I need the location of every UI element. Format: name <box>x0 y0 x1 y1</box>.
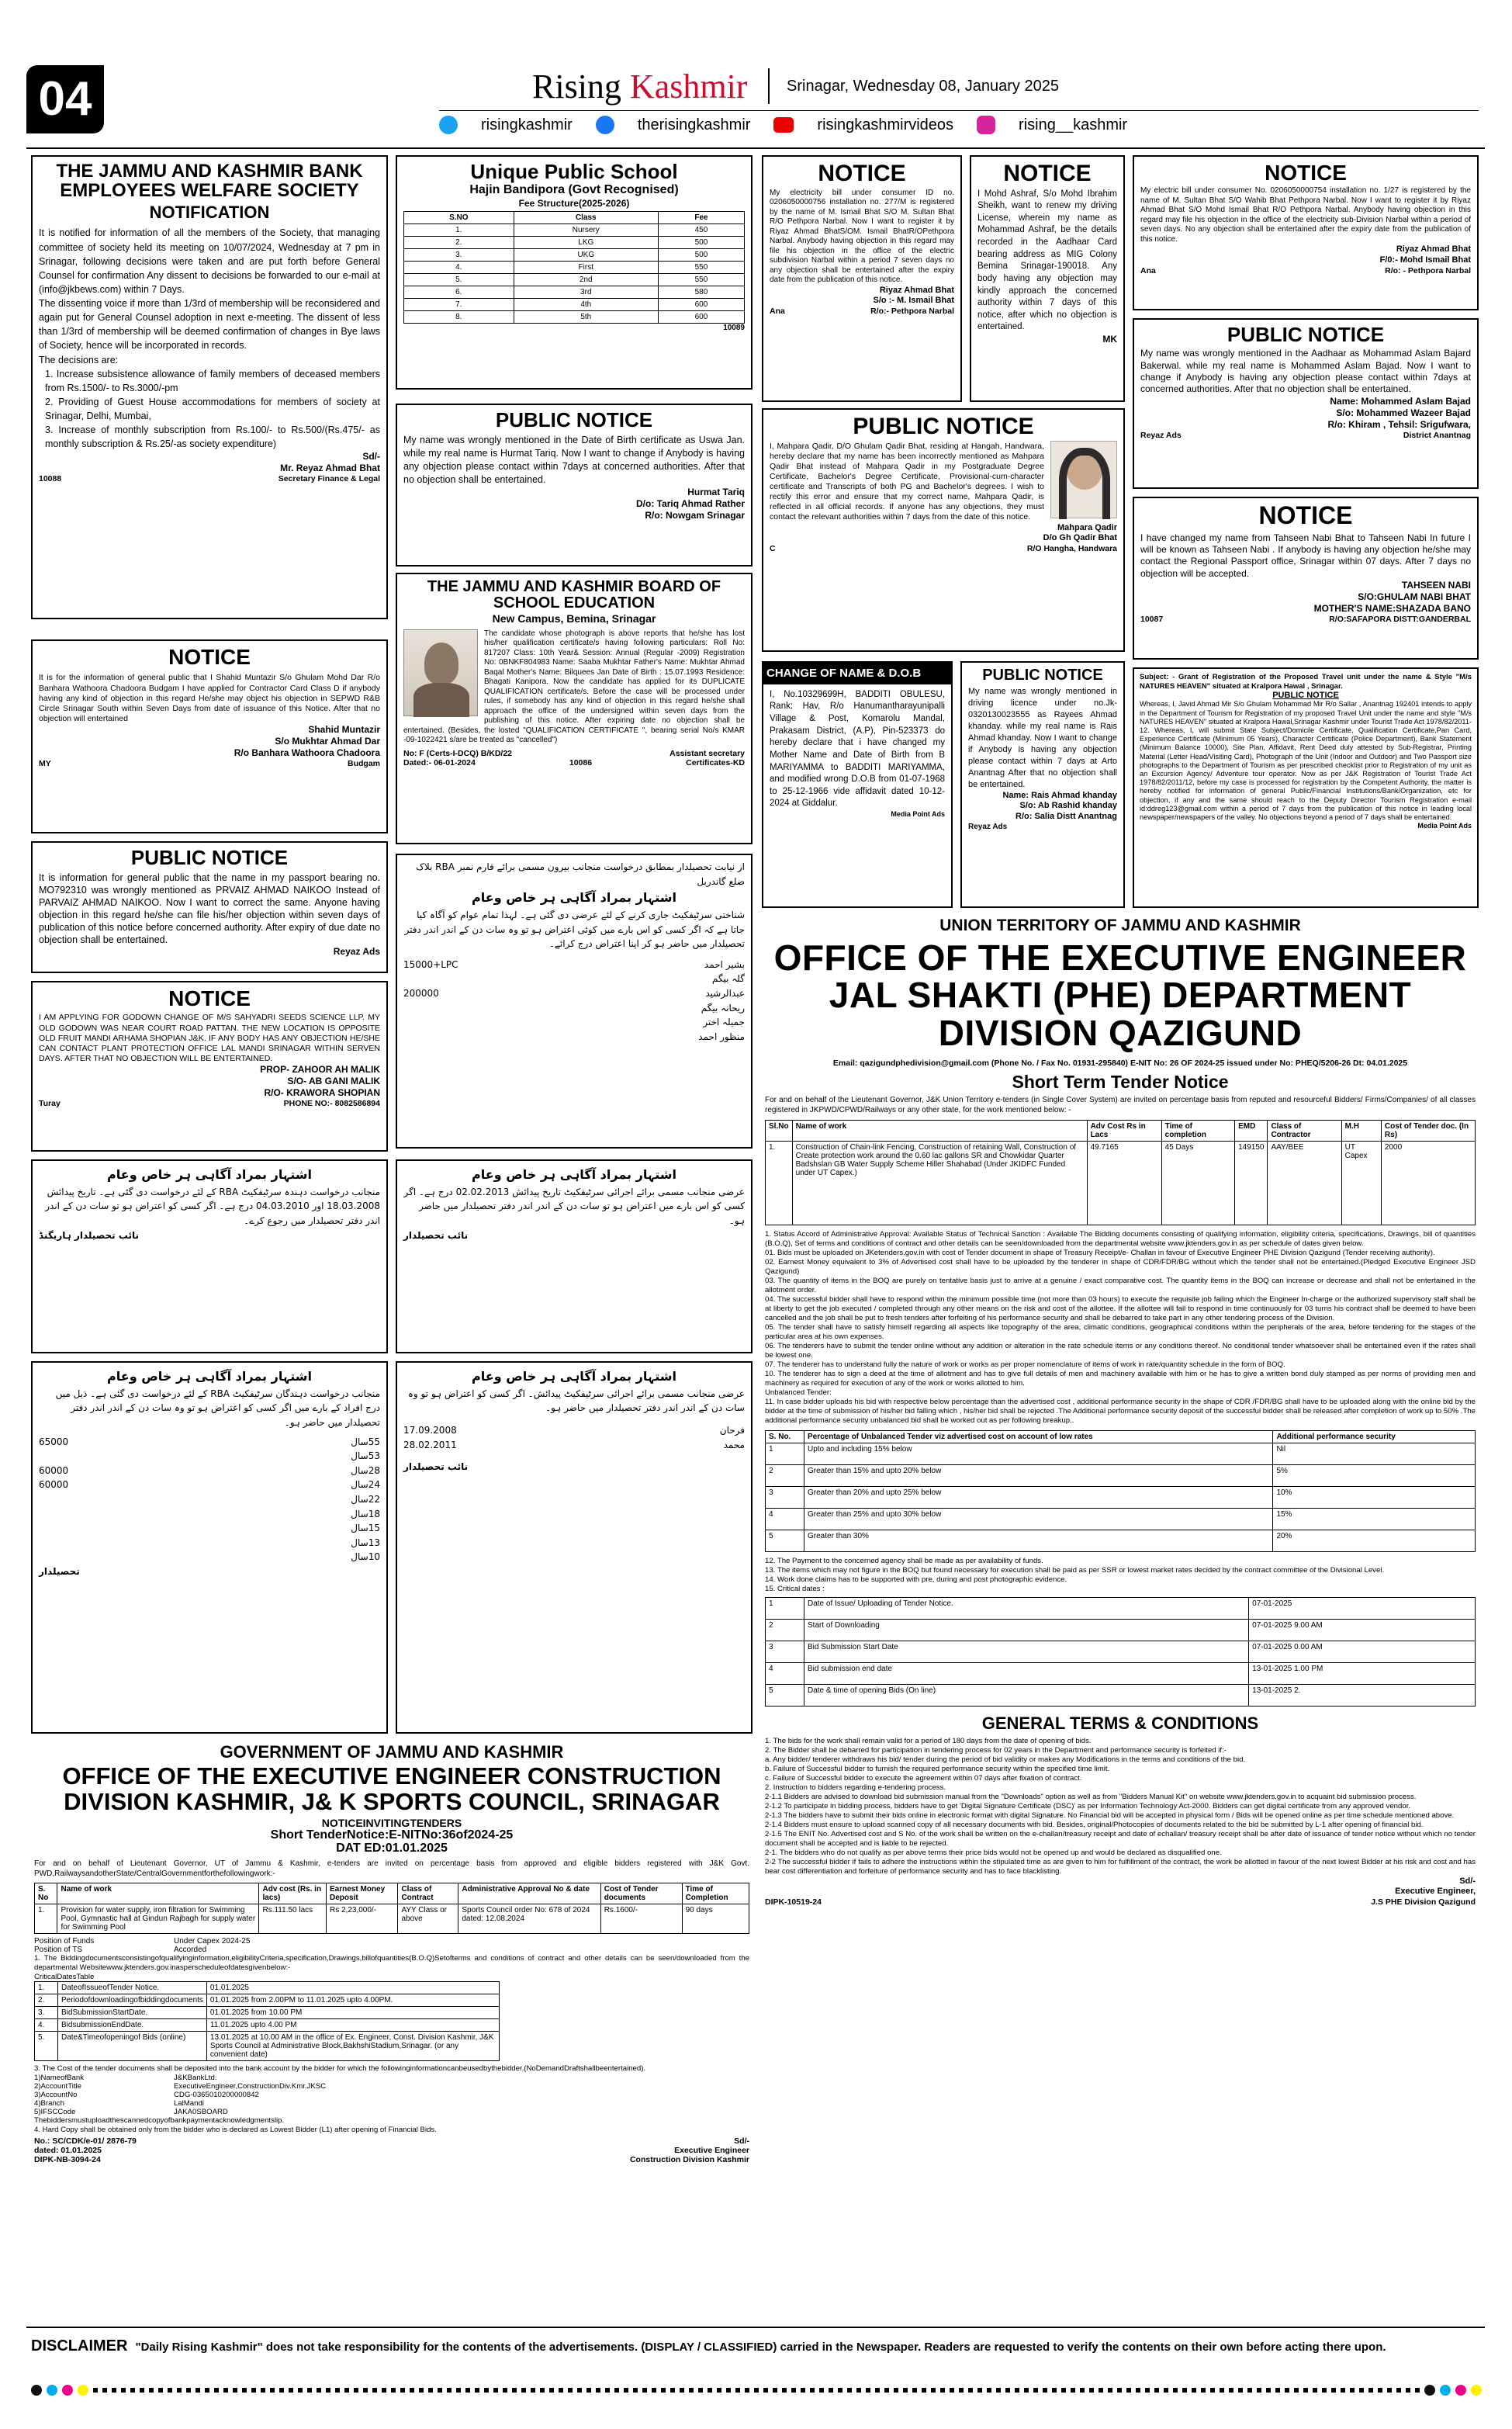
social-instagram[interactable]: rising__kashmir <box>1019 116 1128 133</box>
instagram-icon <box>977 116 995 134</box>
cd-tn: Short TenderNotice:E-NITNo:36of2024-25 <box>270 1828 514 1842</box>
cd-pos1: Position of Funds <box>34 1937 95 1946</box>
urdu-notice-2 <box>31 1159 388 1353</box>
disclaimer <box>31 2337 1482 2355</box>
js-terms2: 12. The Payment to the concerned agency shall be made as per availability of funds. 13. The items which may not figure in the BOQ but found necessary for execution shall be paid as per SSR or lowest market rates decided by the contract committee of the Divisional Level. 14. Work done claims has to be supported with pre, during and post photographic evidence. 15. Critical dates : <box>765 1556 1385 1593</box>
rais-tag: Reyaz Ads <box>968 822 1008 831</box>
ashraf-notice <box>970 155 1125 402</box>
rais-title: PUBLIC NOTICE <box>982 667 1103 684</box>
js-dipk: DIPK-10519-24 <box>765 1897 822 1908</box>
jkbank-item: 1. Increase subsistence allowance of family members of deceased members from Rs.1500/- to Rs.3000/-pm <box>45 368 380 393</box>
godown-prop: PROP- ZAHOOR AH MALIK <box>260 1064 380 1076</box>
table-row: 6. 3rd 580 <box>404 286 745 298</box>
dob-tag: Media Point Ads <box>891 810 945 818</box>
tahseen-ref: 10087 <box>1140 615 1164 625</box>
riyaz2-tag: Ana <box>1140 265 1156 275</box>
urdu2-heading: اشتہار بمراد آگاہی ہر خاص وعام <box>107 1167 312 1182</box>
jkbank-subtitle: NOTIFICATION <box>149 203 270 223</box>
riyaz2-fo: F/0:- Mohd Ismail Bhat <box>1379 255 1471 265</box>
urdu2-sign: نائب تحصیلدار ہاریگنڈ <box>39 1229 140 1241</box>
riyaz1-title: NOTICE <box>818 161 906 186</box>
cd-bank-details: 1)NameofBank J&KBankLtd. 2)AccountTitle ExecutiveEngineer,ConstructionDiv.Kmr.JKSC 3)AccountNo CDG-0365010200000842 4)Branch LalMandi 5)IFSCCode JAKA0SBOARD <box>34 2074 327 2117</box>
board-notice <box>396 573 753 844</box>
tahseen-notice <box>1133 497 1479 660</box>
shahid-place: Budgam <box>348 759 380 769</box>
aslam-ro: R/o: Khiram , Tehsil: Srigufwara, <box>1327 418 1471 430</box>
jkbank-item: 3. Increase of monthly subscription from Rs.100/- to Rs.500/(Rs.475/- as monthly subscription & Rs.25/-as society expenditure) <box>45 424 380 450</box>
cd-note3: 3. The Cost of the tender documents shall be deposited into the bank account by the bidder for which the followinginformationcanbeusedbythebidder.(NoDemandDraftshallbeentertained). <box>34 2064 646 2074</box>
riyaz1-tag: Ana <box>770 307 785 316</box>
cd-dates-table <box>34 1981 500 2061</box>
js-gtc-title: GENERAL TERMS & CONDITIONS <box>981 1713 1259 1733</box>
mahpara-do: D/o Gh Qadir Bhat <box>1043 533 1117 543</box>
jkbank-sd: Sd/- <box>362 451 380 463</box>
cd-pos1v: Under Capex 2024-25 <box>174 1937 251 1946</box>
board-title: THE JAMMU AND KASHMIR BOARD OF SCHOOL EDUCATION <box>427 578 721 612</box>
fee-table: S.NO Class Fee 1. Nursery 450 2. LKG 500 3. UKG 500 4. First 550 5. 2nd 550 6. 3rd 580 7. 4th 600 8. 5th 600 <box>403 211 745 324</box>
aslam-body: My name was wrongly mentioned in the Aadhaar as Mohammad Aslam Bajard Bakerwal. while my real name is Mohammed Aslam Bajad. Now I want to change if Anybody is having any objection please contact within 7days at concerned authorities. After that no objection shall be entertained. <box>1140 348 1471 395</box>
shahid-ro: R/o Banhara Wathoora Chadoora <box>234 747 380 759</box>
hurmat-do: D/o: Tariq Ahmad Rather <box>635 497 745 509</box>
ashraf-title: NOTICE <box>1003 161 1092 186</box>
social-twitter[interactable]: risingkashmir <box>481 116 573 133</box>
cd-work-table: S. No Name of work Adv cost (Rs. in lacs) Earnest Money Deposit Class of Contract Administrative Approval No & date Cost of Tender documents Time of Completion 1. Provision for water supply, iron filtration for Swimming Pool, Gymnastic hall at Gindun Rajbagh for supply water for Swimming Pool Rs.111.50 lacs Rs 2,23,000/- AYY Class or above Sports Council order No: 678 of 2024 dated: 12.08.2024 Rs.1600/- 90 days <box>34 1883 749 1934</box>
travel-tag: Media Point Ads <box>1417 822 1472 830</box>
cd-sign2: Construction Division Kashmir <box>629 2155 749 2165</box>
jkbank-p2: The dissenting voice if more than 1/3rd of membership will be reconsidered and again put for General Counsel adoption in next e-meeting. The dissent of less than 1/3rd of membership will be deemed confirmation of changes in Bye laws of Society, hence will be incorporated in records. <box>39 298 380 352</box>
aslam-tag: Reyaz Ads <box>1140 430 1182 440</box>
mahpara-photo <box>1050 441 1117 518</box>
js-sign2: J.S PHE Division Qazigund <box>1371 1897 1476 1908</box>
urdu3-sign: تحصیلدار <box>39 1565 80 1577</box>
tahseen-mother: MOTHER'S NAME:SHAZADA BANO <box>1313 603 1471 615</box>
school-title: Unique Public School <box>470 160 678 183</box>
hurmat-body: My name was wrongly mentioned in the Date of Birth certificate as Uswa Jan. while my real name is Hurmat Tariq. Now I want to change if Anybody is having any objection please contact within 7days at concerned authorities. After that no objection shall be entertained. <box>403 435 745 485</box>
social-youtube[interactable]: risingkashmirvideos <box>817 116 954 133</box>
table-row: 2 Greater than 15% and upto 20% below 5% <box>766 1464 1476 1486</box>
tahseen-body: I have changed my name from Tahseen Nabi Bhat to Tahseen Nabi In future I will be known as Tahseen Nabi . If anybody is having any objection he/she may contact the Regional Passport office, Srinagar within 07 days. After 7 days no objection will be accepted. <box>1140 532 1471 579</box>
mahpara-title: PUBLIC NOTICE <box>853 414 1034 439</box>
brand-kashmir: Kashmir <box>629 68 748 106</box>
mahpara-notice <box>762 408 1125 652</box>
tahseen-ro: R/O:SAFAPORA DISTT:GANDERBAL <box>1329 615 1471 625</box>
rais-body: My name was wrongly mentioned in driving licence under no.Jk-0320130023555 as Rayees Ahmad khanday. while my real name is Rais Ahmad khanday. Now I want to change if Anybody is having any objection please contact within 7 days at Arto Anantnag After that no objection shall be entertained. <box>968 687 1117 789</box>
rais-notice <box>960 661 1125 908</box>
urdu-notice-5: اشتہار بمراد آگاہی ہر خاص وعام عرضی منجانب مسمی برائے اجرائی سرٹیفکیٹ پیدائش۔ اگر کسی کو اعتراض ہو تو وہ سات دن کے اندر اندر دفتر تحصیلدار میں حاضر ہو۔ فرحان 17.09.2008 محمد 28.02.2011 نائب تحصیلدار <box>396 1361 753 1734</box>
riyaz1-so: S/o :- M. Ismail Bhat <box>873 296 954 306</box>
js-gtc: 1. The bids for the work shall remain valid for a period of 180 days from the date of opening of bids. 2. The Bidder shall be debarred for participation in tendering process for 02 years in the Department and performance security is forfeited if:- a. Any bidder/ tenderer withdraws his bid/ tender during the period of bid validity or makes any Modifications in the terms and conditions of the bid. b. Failure of Successful bidder to furnish the required performance security within the specified time limit. c. Failure of Successful bidder to execute the agreement within 07 days after fixation of contract. 2. Instruction to bidders regarding e-tendering process. 2-1.1 Bidders are advised to download bid submission manual from the "Downloads" option as well as from "Bidders Manual Kit" on website www.jktenders.gov.in to acquaint bid submission process. 2-1.2 To participate in bidding process, bidders have to get 'Digital Signature Certificate (DSC)' as per Information Technology Act-2000. Bidders can get digital certificate from any approved vendor. 2-1.3 The bidders have to submit their bids online in electronic format with digital Signature. No Financial bid will be accepted in physical form / Bids will be opened online as per time schedule mentioned above. 2-1.4 Bidders must ensure to upload scanned copy of all necessary documents with bid. Besides, original/Photocopies of documents related to the bid be submitted by L-1 after opening of financial bid. 2-1.5 The ENIT No. Advertised cost and S No. of the work shall be written on the e-challan/treasury receipt and date of echallan/ treasury receipt shall be after date of issuance of tender notice without which no tender document shall be accepted and is liable to be rejected. 2-1. The bidders who do not qualify as per above terms their price bids would not be opened up and would be declared as disqualified one. 2-2 The successful bidder if fails to adhere the instructions within the stipulated time as are given to him for fulfillment of the contract, the work be allotted in favour of the next lowest Bidder at his risk and cost and has bear cost differentiation and forfeiture of performance security and has to face blacklisting. <box>765 1736 1476 1876</box>
riyaz2-name: Riyaz Ahmad Bhat <box>1396 244 1471 255</box>
js-terms: 1. Status Accord of Administrative Approval: Available Status of Technical Sanction : Available The Bidding documents consisting of qualifying information, eligibility criteria, specifications, Drawings, bill of quantities (B.O.Q), Set of terms and conditions of contract and other details can be seen/downloaded from the departmental website www.jktenders.gov.in as per schedule of dates given below. 01. Bids must be uploaded on JKetenders.gov.in with cost of Tender document in shape of Treasury Receipt/e- Challan in favour of Executive Engineer PHE Division Qazigund (Tender receiving authority). 02. Earnest Money equivalent to 3% of Advertised cost shall have to be uploaded by the tenderer in shape of CDR/FDR/BG without which the tender shall not be entertained.(Pledged Executive Engineer JSD Qazigund) 03. The quantity of items in the BOQ are purely on tentative basis just to arrive at a genuine / exact comparative cost. The quantity items in the BOQ can increase or decrease and shall not be entertained in the allotment order. 04. The successful bidder shall have to respond within the minimum possible time (not more than 03 hours) to execute the requisite job failing which the Engineer In-charge or the authorized supervisory staff shall be at liberty to get the job executed / completed through any other means on the risk and cost of the allottee. If the allottee will fail to respond in time continuously for 03 turns his contract shall be deemed to have been cancelled and the job shall be put to fresh tenders after forfeiting of his performance security and shall be debarred to take part in any other tendering process of the Division. 05. The tender shall have to satisfy himself regarding all aspects like topography of the area, climatic conditions, geographical conditions within the peripherals of the area, before tendering for the stages of the particular area at his own expenses. 06. The tenderers have to submit the tender online without any addition or alteration in the rate schedule items or any conditions thereof. No conditional tender whatsoever shall be entertained even if the rates shall be lowest one. 07. The tenderer has to understand fully the nature of work or works as per proper nomenclature of items of work in rate/quantity schedule in the form of BOQ. 10. The tenderer has to sign a deed at the time of allotment and has to give full details of men and machinery available with him or he has to give a written bond duly stamped as per norms of providing men and machinery as required for execution of any of the work or works allotted to him. Unbalanced Tender: 11. In case bidder uploads his bid with respective below percentage than the advertised cost , additional performance security in the shape of CDR /FDR/BG shall have to be uploaded along with the online bid by the bidder at the time of submission of his/her bid falling which , his/her bid shall be rejected .The Additional performance security deposit of the successful bidder shall be released after completion of work up to 50% .The additional performance security unbalanced bid shall be worked out as per following breakup.. <box>765 1230 1476 1425</box>
facebook-icon <box>596 116 614 134</box>
table-row: 3 Greater than 20% and upto 25% below 10% <box>766 1486 1476 1508</box>
cd-note1: 1. The Biddingdocumentsconsistingofqualifyinginformation,eligibilityCriteria,specification,Drawings,billofquantities(B.O.Q)Setofterms and conditions of contract and other details can be seen/downloaded from the departmental Websitewww.jktenders.gov.inasperscheduleofdatesgivenbelow:- <box>34 1954 749 1973</box>
table-row: 1 Upto and including 15% below Nil <box>766 1443 1476 1464</box>
table-row: 3. UKG 500 <box>404 248 745 261</box>
jkbank-ref: 10088 <box>39 474 62 484</box>
aslam-notice <box>1133 318 1479 489</box>
mahpara-name: Mahpara Qadir <box>1057 522 1117 532</box>
travel-title: PUBLIC NOTICE <box>1272 690 1339 700</box>
table-row: 1 Date of Issue/ Uploading of Tender Notice. 07-01-2025 <box>766 1597 1476 1619</box>
table-row: 3. BidSubmissionStartDate. 01.01.2025 from 10.00 PM <box>35 2007 500 2019</box>
shahid-title: NOTICE <box>168 645 251 669</box>
js-sd: Sd/- <box>1459 1876 1476 1886</box>
dateline: Srinagar, Wednesday 08, January 2025 <box>787 78 1059 95</box>
urdu1-list: بشیر احمد 15000+LPC گلہ بیگم عبدالرشید 200000 ریحانہ بیگم جمیلہ اختر منظور احمد <box>403 958 745 1042</box>
riyaz2-body: My electric bill under consumer No. 0206050000754 installation no. 1/27 is registered by the name of M. Sultan Bhat S/O Wahib Bhat Pethpora Narbal. Now I want to register it by Riyaz Ahmad Bhat S/O Mohd Ismail Bhat R/O Pethpora Narbal. Anybody having objection in this regard may file his objection in the office of the electricity sub-Division Narbal within a period of seven days. No any objection shall be entertained after the expiry date from the publication of this notice. <box>1140 186 1471 244</box>
js-title: OFFICE OF THE EXECUTIVE ENGINEER JAL SHAKTI (PHE) DEPARTMENT DIVISION QAZIGUND <box>773 937 1467 1053</box>
cd-no: No.: SC/CDK/e-01/ 2876-79 <box>34 2136 137 2147</box>
board-sign2: Certificates-KD <box>686 757 745 768</box>
mahpara-ro: R/O Hangha, Handwara <box>1026 544 1117 553</box>
urdu1-top: از نیابت تحصیلدار بمطابق درخواست منجانب بیرون مسمی برائے فارم نمبر RBA بلاک ضلع گاندربل <box>416 861 745 887</box>
school-fee-notice <box>396 155 753 390</box>
travel-notice <box>1133 667 1479 908</box>
hurmat-notice <box>396 404 753 567</box>
youtube-icon <box>773 117 794 133</box>
pravaiz-tag: Reyaz Ads <box>333 946 380 958</box>
cd-pos2: Position of TS <box>34 1946 83 1955</box>
urdu3-heading: اشتہار بمراد آگاہی ہر خاص وعام <box>107 1369 312 1384</box>
riyaz2-title: NOTICE <box>1265 161 1347 185</box>
godown-phone: PHONE NO:- 8082586894 <box>283 1099 380 1109</box>
pravaiz-notice <box>31 841 388 973</box>
table-row: 5 Greater than 30% 20% <box>766 1530 1476 1551</box>
table-row: 3 Bid Submission Start Date 07-01-2025 0.00 AM <box>766 1641 1476 1662</box>
shahid-so: S/o Mukhtar Ahmad Dar <box>275 736 380 747</box>
board-no: No: F (Certs-I-DCQ) B/KD/22 <box>403 748 513 758</box>
riyaz1-name: Riyaz Ahmad Bhat <box>879 285 954 295</box>
cd-dated: DAT ED:01.01.2025 <box>336 1841 448 1855</box>
riyaz1-ro: R/o:- Pethpora Narbal <box>870 307 954 316</box>
urdu4-sign: نائب تحصیلدار <box>403 1229 469 1241</box>
school-sub: Hajin Bandipora (Govt Recognised) <box>469 183 679 197</box>
riyaz-notice-2 <box>1133 155 1479 310</box>
js-contact: Email: qazigundphedivision@gmail.com (Phone No. / Fax No. 01931-295840) E-NIT No: 26 OF 2024-25 issued under No: PHEQ/5206-26 Dt: 04.01.2025 <box>832 1058 1408 1068</box>
cd-gov: GOVERNMENT OF JAMMU AND KASHMIR <box>220 1743 564 1762</box>
aslam-name: Name: Mohammed Aslam Bajad <box>1330 395 1471 407</box>
table-row: 4. First 550 <box>404 261 745 273</box>
board-body: The candidate whose photograph is above reports that he/she has lost his/her qualification certificate/s having following particulars: Roll No: 817207 Class: 10th Year& Session: Annual (Regular -2009) Registration No: 0BNKF804983 Name: Saaba Mukhtar Father's Name: Mukhtar Ahmad Baqal Mother's Name: Bilquees Jan Date of Birth : 15.07.1993 Residence: Bhagati Kanipora. Now the candidate has applied for its DUPLICATE QUALIFICATION certificate/s. Before the case will be processed under rules, if somebody has any kind of objection in this regard he/she shall approach the office of the undersigned within seven days from the publishing of this notice. After expiring date no objection shall be entertained. (Besides, the losted "QUALIFICATION CERTIFICATE ", bearing serial No/s KMAR -09-1022421 s/are be treated as "cancelled") <box>403 629 745 745</box>
rais-ro: R/o: Salia Distt Anantnag <box>1015 812 1117 822</box>
table-row: 4. BidsubmissionEndDate. 11.01.2025 upto 4.00 PM <box>35 2019 500 2032</box>
hurmat-name: Hurmat Tariq <box>687 486 745 497</box>
urdu-notice-4 <box>396 1159 753 1353</box>
dob-notice <box>762 661 953 908</box>
urdu2-body: منجانب درخواست دہندہ سرٹیفکیٹ RBA کے لئے درخواست دی گئی ہے۔ تاریخ پیدائش 18.03.2008 اور 04.03.2010 درج ہے۔ اگر کسی کو اعتراض ہو تو سات دن کے اندر اندر دفتر تحصیلدار میں رجوع کرے۔ <box>45 1186 380 1226</box>
mahpara-body: I, Mahpara Qadir, D/O Ghulam Qadir Bhat, residing at Hangah, Handwara, hereby declare that my name has been incorrectly mentioned as Mahpara Qadir Bhat instead of Mahpara Qadir in my Postgraduate Degree Certificate, Bachelor's Degree Certificate, Provisional-cum-character certificate and Transcripts of both PG and Bachelor's degrees. I wish to rectify this error and ensure that my correct name, Mahpara Qadir, is reflected in all official records. If anyone has any objections, they must contact the relevant authorities within 7 days from the date of this notice. <box>770 441 1044 522</box>
cd-pos2v: Accorded <box>174 1946 207 1955</box>
pravaiz-body: It is information for general public that the name in my passport bearing no. MO792310 was wrongly mentioned as PRVAIZ AHMAD NAIKOO Instead of PARVAIZ AHMAD NAIKOO. Now I want to correct the same. Anyone having objection in this regard he/she can file his/her objection within seven days of publication of this notice before concerned authority. After expiry of due date no objection shall be entertained. <box>39 872 380 946</box>
board-date: Dated:- 06-01-2024 <box>403 757 476 768</box>
shahid-code: MY <box>39 759 51 769</box>
cd-nit: NOTICEINVITINGTENDERS <box>321 1817 462 1830</box>
color-registration-strip <box>31 2382 1482 2398</box>
js-intro: For and on behalf of the Lieutenant Governor, J&K Union Territory e-tenders (in Single Cover System) are invited on percentage basis from reputed and resourceful Bidders/ Firms/Companies/ of all classes registered in JKPWD/CPWD/Railways or any other state, for the work mentioned below: - <box>765 1096 1476 1114</box>
cd-note4: Thebiddersmustuploadthescannedcopyofbankpaymentacknowledgmentslip. <box>34 2116 285 2126</box>
travel-body: Whereas, I, Javid Ahmad Mir S/o Ghulam Mohammad Mir R/o Sallar , Anantnag 192401 intends to apply in the Department of Tourism for Registration of my proposed Travel Unit under the name and style "M/s NATURES HEAVEN" situated at Kralpora Hawal,Srinagar Kashmir under Tourist Trade Act 1978/82/2011-12. Whereas, I, will submit State Subject/Domicile Certificate, Qualification Certificate,Pan Card, Experience Certificate (Minimum 05 Years), Character Certificate (Police Department), Bank Statement (Minimum Balance 10000), Site Plan, Affidavit, Rent Deed duly attested by Sub-Registrar, Printing Material (Letter Head/Visiting Card), Photograph of the Unit (Indoor and Outdoor) and Two Passport size photographs to the Department of Tourism as per prescribed checklist prior to Registration of my unit as an Excursion Agency/ Adventure tour operator. Now as per J&K Registration of Tourist Trade Act 1978/82/2011/12, before my case is processed for registration by the Competent Authority, the matter is hereby notified for information of general Public/Financial Institutions/Bank/Organization, etc for objection, if any and the same should reach to the Deputy Director Tourism Registration e-mail id:ddreg123@gmail.com within a period of 7 days from the publication of this notice in leading local newspaper/newspapers of the valley. No objections beyond a period of 7 days shall be entertained. <box>1140 700 1472 822</box>
tahseen-title: NOTICE <box>1258 501 1353 529</box>
cd-sd: Sd/- <box>734 2136 749 2147</box>
ashraf-body: I Mohd Ashraf, S/o Mohd Ibrahim Sheikh, want to renew my driving License, wherein my name as Mohammad Ashraf, be the details recorded in the Aadhaar Card bearing address as MIG Colony Bemina Srinagar-190018. Any body having any objection may kindly approach the concerned authority within 7 days of this notice, after which no objection is entertained. <box>977 189 1117 332</box>
social-bar <box>439 113 1479 137</box>
urdu4-heading: اشتہار بمراد آگاہی ہر خاص وعام <box>472 1167 676 1182</box>
godown-tag: Turay <box>39 1099 61 1109</box>
urdu5-sign: نائب تحصیلدار <box>403 1461 469 1473</box>
dob-body: I, No.10329699H, BADDITI OBULESU, Rank: Hav, R/o Hanumantharayunipalli Village & Post, Komarolu Mandal, Prakasam District, (A.P), Pin-523373 do hereby declare that i have changed my Mother Name and Date of Birth from B MARIYAMMA to BADDITI MARIYAMMA, and modified wrong D.O.B from 01-07-1968 to 25-12-1966 vide affidavit dated 10-12-2024 at Giddalur. <box>770 689 945 809</box>
aslam-title: PUBLIC NOTICE <box>1227 323 1385 346</box>
table-row: 2. LKG 500 <box>404 236 745 248</box>
jkbank-title: THE JAMMU AND KASHMIR BANK EMPLOYEES WELFARE SOCIETY <box>56 161 363 202</box>
js-sign: Executive Engineer, <box>1395 1887 1476 1897</box>
urdu3-body: منجانب درخواست دہندگان سرٹیفکیٹ RBA کے لئے درخواست دی گئی ہے۔ ذیل میں درج افراد کے بارے میں اگر کسی کو اعتراض ہو تو وہ سات دن کے اندر اندر دفتر تحصیلدار میں حاضر ہو۔ <box>55 1388 380 1428</box>
jkbank-item: 2. Providing of Guest House accommodations for members of society at Srinagar, Delhi, Mumbai, <box>45 396 380 422</box>
js-work-table: Sl.No Name of work Adv Cost Rs in Lacs Time of completion EMD Class of Contractor M.H Cost of Tender doc. (In Rs) 1. Construction of Chain-link Fencing, Construction of retaining Wall, Construction of Create protection work around the 0.60 lac gallons SR and Chowkidar Quarter Badshslan GB Water Supply Scheme Hiller Shahabad (Under JKIDFC Funded under UT Capex.) 49.7165 45 Days 149150 AAY/BEE UT Capex 2000 <box>765 1120 1476 1225</box>
shahid-name: Shahid Muntazir <box>308 724 380 736</box>
cd-note5: 4. Hard Copy shall be obtained only from the bidder who is declared as Lowest Bidder (L1) after opening of Financial Bids. <box>34 2126 437 2135</box>
disclaimer-label: DISCLAIMER <box>31 2337 128 2355</box>
cd-dipk: DIPK-NB-3094-24 <box>34 2155 101 2165</box>
cd-crit: CriticalDatesTable <box>34 1973 95 1982</box>
twitter-icon <box>439 116 458 134</box>
social-facebook[interactable]: therisingkashmir <box>637 116 751 133</box>
urdu-notice-1 <box>396 854 753 1149</box>
table-row: 5. Date&Timeofopeningof Bids (online) 13.01.2025 at 10.00 AM in the office of Ex. Engineer, Const. Division Kashmir, J&K Sports Council at Administrative Block,BakhshiStadium,Srinagar. (or any convenient date) <box>35 2032 500 2061</box>
riyaz-notice-1 <box>762 155 962 402</box>
urdu5-heading: اشتہار بمراد آگاہی ہر خاص وعام <box>472 1369 676 1384</box>
table-row: 4 Greater than 25% and upto 30% below 15% <box>766 1508 1476 1530</box>
riyaz2-ro: R/o: - Pethpora Narbal <box>1385 265 1471 275</box>
js-critical-dates <box>765 1597 1476 1707</box>
table-row: 4 Bid submission end date 13-01-2025 1.00 PM <box>766 1662 1476 1684</box>
js-notice: Short Term Tender Notice <box>1012 1071 1229 1092</box>
disclaimer-text: "Daily Rising Kashmir" does not take responsibility for the contents of the advertisements. (DISPLAY / CLASSIFIED) carried in the Newspaper. Readers are requested to verify the contents on their own before acting there upon. <box>135 2341 1386 2354</box>
rais-name: Name: Rais Ahmad khanday <box>1002 790 1117 800</box>
urdu1-body: شناختی سرٹیفکیٹ جاری کرنے کے لئے عرضی دی گئی ہے۔ لہذا تمام عوام کو آگاہ کیا جاتا ہے کہ اگر کسی کو اس بارے میں کوئی اعتراض ہو تو وہ سات دن کے اندر اندر دفتر تحصیلدار میں حاضر ہو کر اپنا اعتراض درج کرائے۔ <box>404 909 745 950</box>
urdu-notice-3 <box>31 1361 388 1734</box>
godown-title: NOTICE <box>168 986 251 1010</box>
board-sub: New Campus, Bemina, Srinagar <box>492 612 656 625</box>
cd-title: OFFICE OF THE EXECUTIVE ENGINEER CONSTRUCTION DIVISION KASHMIR, J& K SPORTS COUNCIL, SRINAGAR <box>62 1762 721 1815</box>
hurmat-title: PUBLIC NOTICE <box>495 408 653 431</box>
jkbank-notification <box>31 155 388 619</box>
construction-tender <box>31 1743 753 2314</box>
board-ref: 10086 <box>569 757 593 768</box>
godown-ro: R/O- KRAWORA SHOPIAN <box>264 1087 380 1099</box>
urdu3-list: 55سال 65000 53سال 28سال 60000 24سال 60000 22سال 18سال 15سال 13سال 10سال <box>39 1436 380 1563</box>
urdu5-body: عرضی منجانب مسمی برائے اجرائی سرٹیفکیٹ پیدائش۔ اگر کسی کو اعتراض ہو تو وہ سات دن کے اندر اندر دفتر تحصیلدار میں حاضر ہو۔ <box>407 1388 745 1414</box>
hurmat-ro: R/o: Nowgam Srinagar <box>645 509 745 521</box>
mahpara-tag: C <box>770 544 776 553</box>
jkbank-name: Mr. Reyaz Ahmad Bhat <box>280 463 380 474</box>
school-fee: Fee Structure(2025-2026) <box>518 198 630 210</box>
tahseen-name: TAHSEEN NABI <box>1401 580 1471 591</box>
table-row: 1. Construction of Chain-link Fencing, Construction of retaining Wall, Construction of Create protection work around the 0.60 lac gallons SR and Chowkidar Quarter Badshslan GB Water Supply Scheme Hiller Shahabad (Under JKIDFC Funded under UT Capex.) 49.7165 45 Days 149150 AAY/BEE UT Capex 2000 <box>766 1142 1476 1225</box>
jkbank-p1: It is notified for information of all the members of the Society, that managing committee of society held its meeting on 10/07/2024, Wednesday at 7 pm in Srinagar, following decisions were taken and are put forth before General Counsel for confirmation Any dissent to decisions be forwarded to our e-mail at (info@jkbews.com) within 7 Days. <box>39 227 380 295</box>
table-row: 8. 5th 600 <box>404 310 745 323</box>
candidate-photo <box>403 629 478 716</box>
page-number: 04 <box>26 65 104 133</box>
table-row: 2 Start of Downloading 07-01-2025 9.00 AM <box>766 1619 1476 1641</box>
jalshakti-tender <box>762 917 1479 2314</box>
table-row: 5. 2nd 550 <box>404 273 745 286</box>
urdu4-body: عرضی منجانب مسمی برائے اجرائی سرٹیفکیٹ تاریخ پیدائش 02.02.2013 درج ہے۔ اگر کسی کو اس بارے میں اعتراض ہو تو سات دن کے اندر اندر دفتر تحصیلدار میں حاضر ہو۔ <box>403 1186 745 1226</box>
cd-intro: For and on behalf of Lieutenant Governor, UT of Jammu & Kashmir, e-tenders are invited on percentage basis from approved and eligible bidders registered with J&K Govt. PWD,RailwaysandotherState/CentralGovernmentforthefollowingwork:- <box>34 1859 749 1878</box>
urdu1-heading: اشتہار بمراد آگاہی ہر خاص وعام <box>472 890 676 906</box>
aslam-so: S/o: Mohammed Wazeer Bajad <box>1336 407 1471 418</box>
godown-so: S/O- AB GANI MALIK <box>287 1076 380 1087</box>
shahid-notice <box>31 639 388 833</box>
school-ref: 10089 <box>723 323 745 332</box>
jkbank-p3: The decisions are: <box>39 354 119 366</box>
brand-rising: Rising <box>532 68 621 106</box>
js-ut: UNION TERRITORY OF JAMMU AND KASHMIR <box>939 917 1301 934</box>
tahseen-so: S/O:GHULAM NABI BHAT <box>1358 591 1471 603</box>
jkbank-designation: Secretary Finance & Legal <box>278 474 380 484</box>
table-row: 1. Nursery 450 <box>404 223 745 236</box>
godown-body: I AM APPLYING FOR GODOWN CHANGE OF M/S SAHYADRI SEEDS SCIENCE LLP. MY OLD GODOWN WAS NEAR COURT ROAD PATTAN. THE NEW LOCATION IS OPPOSITE OLD FRUIT MANDI ARHAMA SHOPIAN J&K. IF ANY BODY HAS ANY OBJECTION HE/SHE CAN CONTACT PLANT PROTECTION OFFICE LAL MANDI SRINAGAR WITHIN SERVEN DAYS. AFTER THAT NO OBJECTION WILL BE ENTERTAINED. <box>39 1013 380 1063</box>
rais-so: S/o: Ab Rashid khanday <box>1019 801 1117 811</box>
masthead <box>532 67 747 106</box>
godown-notice <box>31 981 388 1152</box>
ashraf-tag: MK <box>1102 334 1117 345</box>
js-unbalanced-table: S. No. Percentage of Unbalanced Tender viz advertised cost on account of low rates Additional performance security 1 Upto and including 15% below Nil 2 Greater than 15% and upto 20% below 5% 3 Greater than 20% and upto 25% below 10% 4 Greater than 25% and upto 30% below 15% 5 Greater than 30% 20% <box>765 1430 1476 1552</box>
travel-subject: Subject: - Grant of Registration of the Proposed Travel unit under the name & Style "M/s NATURES HEAVEN" situated at Kralpora Hawal , Srinagar. <box>1140 673 1472 691</box>
cd-sign: Executive Engineer <box>674 2146 749 2156</box>
aslam-district: District Anantnag <box>1403 430 1471 440</box>
board-sign: Assistant secretary <box>670 748 745 758</box>
riyaz1-body: My electricity bill under consumer ID no. 0206050000756 installation no. 277/M is registered by the name of M. Ismail Bhat S/O M. Sultan Bhat R/O Pethpora Narbal. Now I want to register it by Riyaz Ahmad BhatS/OM. Ismail BhatR/OPethpora Narbal. Anybody having objection in this regard may file his objection in the office of the electric subdivision Narbal within a period 7 seven days no any objection shall be entertained after the expiry date from the publication of this notice. <box>770 188 954 284</box>
shahid-body: It is for the information of general public that I Shahid Muntazir S/o Ghulam Mohd Dar R/o Banhara Wathoora Chadoora Budgam I have applied for Contractor Card Class D if anybody having any kind of objection in this regard He/she may object his objection in SEPWD R&B Circle Srinagar South within Seven Days from date of issuance of this Notice. After that no objection will entertained <box>39 673 380 723</box>
table-row: 1. DateofIssueofTender Notice. 01.01.2025 <box>35 1982 500 1994</box>
dob-title: CHANGE OF NAME & D.O.B <box>763 663 951 684</box>
table-row: 1. Provision for water supply, iron filtration for Swimming Pool, Gymnastic hall at Gindun Rajbagh for supply water for Swimming Pool Rs.111.50 lacs Rs 2,23,000/- AYY Class or above Sports Council order No: 678 of 2024 dated: 12.08.2024 Rs.1600/- 90 days <box>35 1904 749 1934</box>
table-row: 2. Periodofdownloadingofbiddingdocuments 01.01.2025 from 2.00PM to 11.01.2025 upto 4.00PM. <box>35 1994 500 2007</box>
table-row: 7. 4th 600 <box>404 298 745 310</box>
cd-dt: dated: 01.01.2025 <box>34 2146 102 2156</box>
pravaiz-title: PUBLIC NOTICE <box>130 846 289 869</box>
table-row: 5 Date & time of opening Bids (On line) 13-01-2025 2. <box>766 1684 1476 1706</box>
